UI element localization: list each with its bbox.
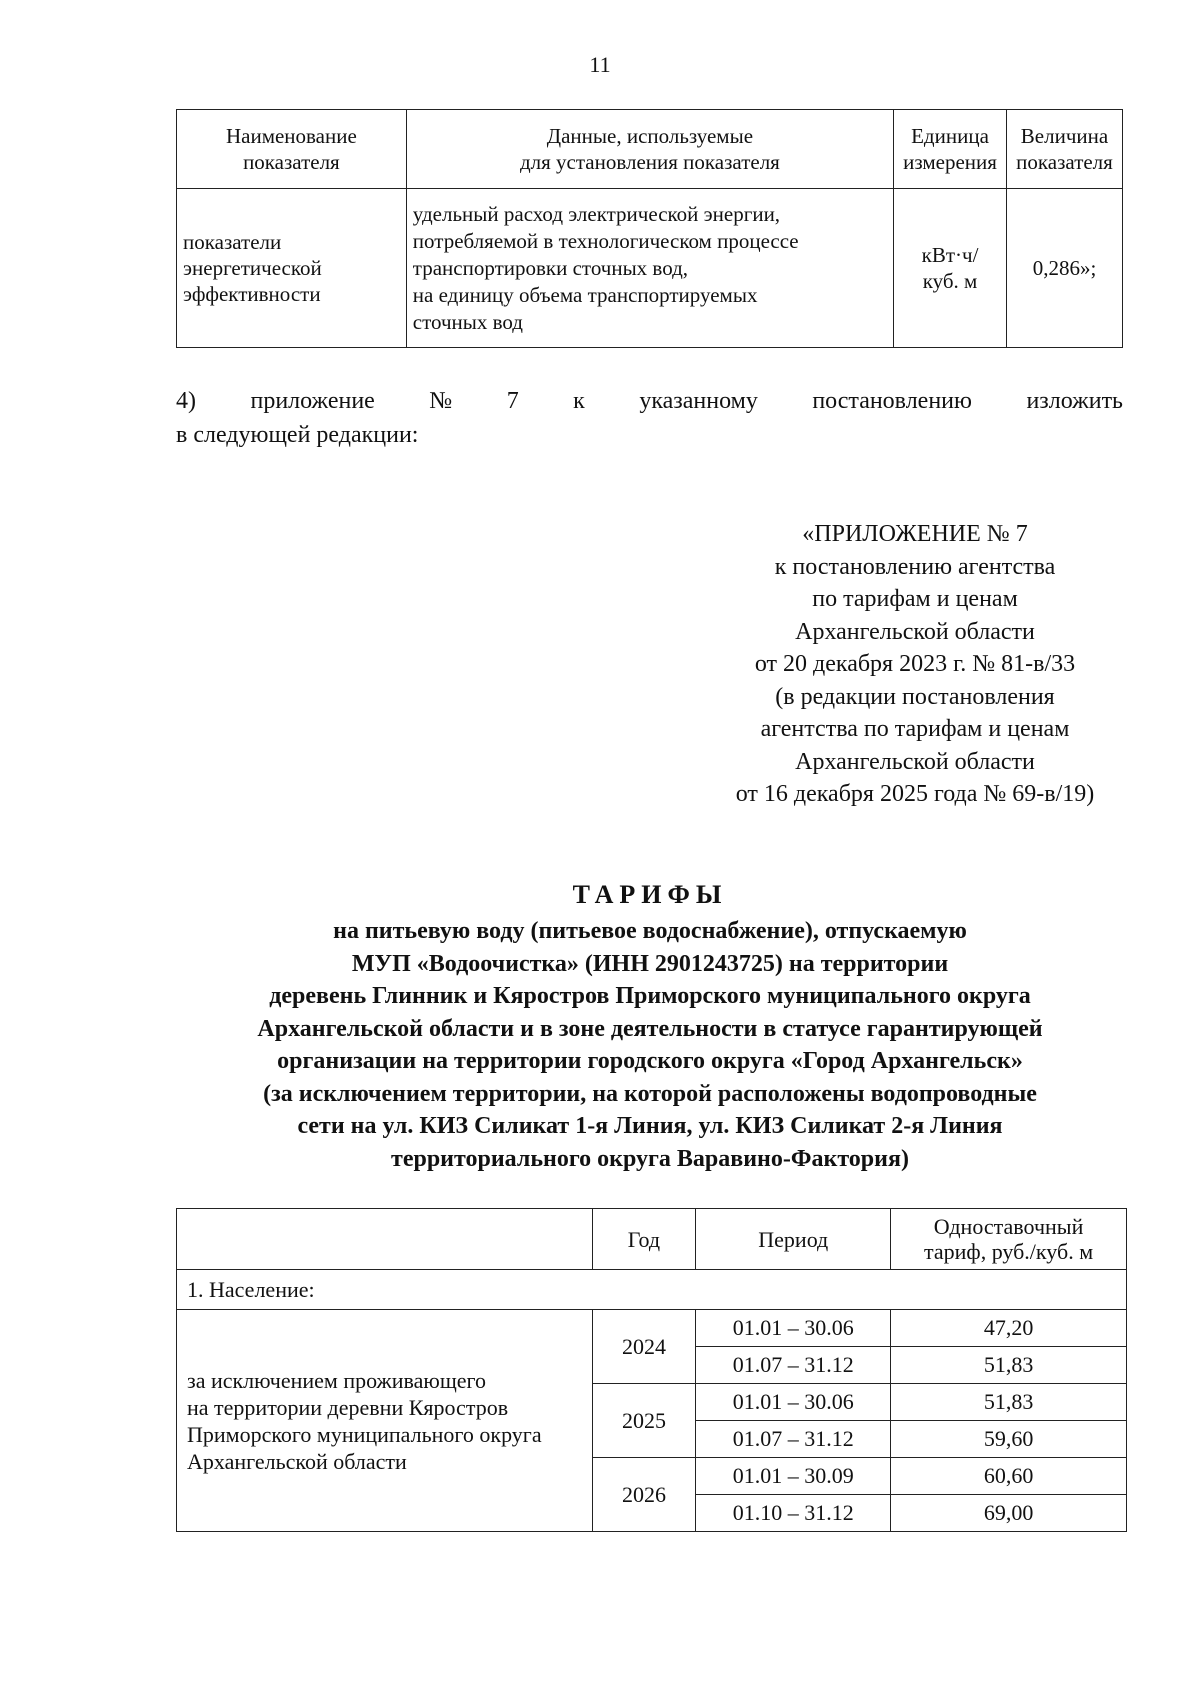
header-tariff: Одноставочный тариф, руб./куб. м: [891, 1209, 1127, 1270]
indicator-table: [176, 109, 1123, 348]
period-cell: 01.10 – 31.12: [696, 1495, 891, 1532]
document-subtitle: на питьевую воду (питьевое водоснабжение), отпускаемую МУП «Водоочистка» (ИНН 2901243725) на территории деревень Глинник и Кяростров Приморского муниципального округа Архангельской области и в зоне деятельности в статусе гарантирующей организации на территории городского округа «Город Архангельск» (за исключением территории, на которой расположены водопроводные сети на ул. КИЗ Силикат 1-я Линия, ул. КИЗ Силикат 2-я Линия территориального округа Варавино-Фактория): [257, 918, 1043, 1172]
year-cell: 2025: [592, 1384, 696, 1458]
header-period: Период: [696, 1209, 891, 1270]
year-cell: 2026: [592, 1458, 696, 1532]
indicator-data-cell: удельный расход электрической энергии, потребляемой в технологическом процессе транспортировки сточных вод, на единицу объема транспортируемых сточных вод: [406, 189, 893, 348]
year-cell: 2024: [592, 1310, 696, 1384]
consumer-description: за исключением проживающего на территории деревни Кяростров Приморского муниципального округа Архангельской области: [177, 1310, 593, 1532]
period-cell: 01.01 – 30.06: [696, 1310, 891, 1347]
header-empty: [177, 1209, 593, 1270]
tariff-cell: 59,60: [891, 1421, 1127, 1458]
header-year: Год: [592, 1209, 696, 1270]
period-cell: 01.01 – 30.09: [696, 1458, 891, 1495]
appendix-header: «ПРИЛОЖЕНИЕ № 7 к постановлению агентства по тарифам и ценам Архангельской области от 20 декабря 2023 г. № 81-в/33 (в редакции постановления агентства по тарифам и ценам Архангельской области от 16 декабря 2025 года № 69-в/19): [735, 521, 1095, 807]
period-cell: 01.01 – 30.06: [696, 1384, 891, 1421]
table-row: [177, 1310, 1127, 1347]
page-number: 11: [589, 52, 611, 77]
tariff-cell: 69,00: [891, 1495, 1127, 1532]
tariff-cell: 47,20: [891, 1310, 1127, 1347]
document-title: ТАРИФЫ: [572, 880, 728, 909]
indicator-value-cell: 0,286»;: [1007, 189, 1123, 348]
indicator-header-row: [177, 110, 1123, 189]
header-value: Величина показателя: [1007, 110, 1123, 189]
indicator-name-cell: показатели энергетической эффективности: [177, 189, 407, 348]
tariff-table: [176, 1208, 1127, 1532]
tariff-cell: 51,83: [891, 1347, 1127, 1384]
header-indicator-name: Наименование показателя: [177, 110, 407, 189]
tariff-cell: 60,60: [891, 1458, 1127, 1495]
header-unit: Единица измерения: [894, 110, 1007, 189]
amendment-continuation: в следующей редакции:: [176, 422, 419, 448]
tariff-cell: 51,83: [891, 1384, 1127, 1421]
section-row: [177, 1270, 1127, 1310]
tariff-header-row: [177, 1209, 1127, 1270]
amendment-line: 4) приложение № 7 к указанному постановлению изложить: [176, 388, 1123, 414]
period-cell: 01.07 – 31.12: [696, 1421, 891, 1458]
section-label: 1. Население:: [177, 1270, 1127, 1310]
indicator-row: [177, 189, 1123, 348]
indicator-unit-cell: кВт·ч/ куб. м: [894, 189, 1007, 348]
header-indicator-data: Данные, используемые для установления показателя: [406, 110, 893, 189]
period-cell: 01.07 – 31.12: [696, 1347, 891, 1384]
